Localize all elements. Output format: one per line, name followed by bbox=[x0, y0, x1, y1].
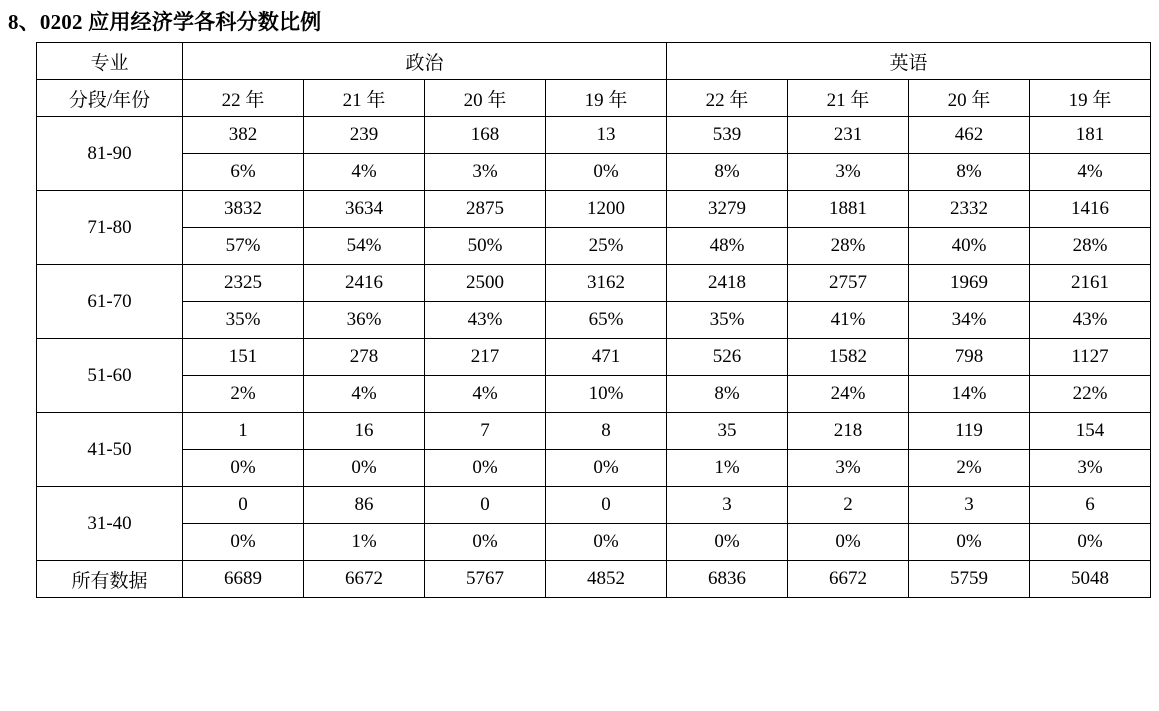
header-group-politics: 政治 bbox=[183, 43, 667, 80]
cell-percent: 65% bbox=[546, 302, 667, 339]
table-row bbox=[37, 154, 1151, 191]
cell-count: 3279 bbox=[667, 191, 788, 228]
score-distribution-table bbox=[36, 42, 1151, 598]
cell-percent: 54% bbox=[304, 228, 425, 265]
row-label-51-60: 51-60 bbox=[37, 339, 183, 413]
cell-percent: 8% bbox=[667, 376, 788, 413]
cell-percent: 0% bbox=[183, 524, 304, 561]
table-row bbox=[37, 265, 1151, 302]
cell-percent: 22% bbox=[1030, 376, 1151, 413]
header-year-english-21: 21 年 bbox=[788, 80, 909, 117]
cell-count: 13 bbox=[546, 117, 667, 154]
table-row bbox=[37, 376, 1151, 413]
row-label-31-40: 31-40 bbox=[37, 487, 183, 561]
table-row bbox=[37, 524, 1151, 561]
cell-total: 6672 bbox=[788, 561, 909, 598]
row-label-61-70: 61-70 bbox=[37, 265, 183, 339]
cell-count: 239 bbox=[304, 117, 425, 154]
cell-total: 5759 bbox=[909, 561, 1030, 598]
cell-percent: 40% bbox=[909, 228, 1030, 265]
cell-count: 0 bbox=[425, 487, 546, 524]
cell-count: 2875 bbox=[425, 191, 546, 228]
table-row bbox=[37, 339, 1151, 376]
cell-count: 2325 bbox=[183, 265, 304, 302]
cell-percent: 6% bbox=[183, 154, 304, 191]
cell-percent: 3% bbox=[788, 154, 909, 191]
cell-count: 278 bbox=[304, 339, 425, 376]
cell-percent: 0% bbox=[546, 524, 667, 561]
table-row bbox=[37, 487, 1151, 524]
cell-percent: 0% bbox=[909, 524, 1030, 561]
cell-count: 1582 bbox=[788, 339, 909, 376]
cell-count: 3 bbox=[667, 487, 788, 524]
cell-percent: 57% bbox=[183, 228, 304, 265]
cell-total: 5767 bbox=[425, 561, 546, 598]
cell-count: 2332 bbox=[909, 191, 1030, 228]
cell-percent: 3% bbox=[425, 154, 546, 191]
cell-count: 119 bbox=[909, 413, 1030, 450]
cell-percent: 25% bbox=[546, 228, 667, 265]
cell-percent: 48% bbox=[667, 228, 788, 265]
table-row bbox=[37, 413, 1151, 450]
row-label-41-50: 41-50 bbox=[37, 413, 183, 487]
table-row bbox=[37, 191, 1151, 228]
cell-percent: 50% bbox=[425, 228, 546, 265]
cell-percent: 28% bbox=[1030, 228, 1151, 265]
cell-count: 471 bbox=[546, 339, 667, 376]
header-year-politics-21: 21 年 bbox=[304, 80, 425, 117]
cell-count: 151 bbox=[183, 339, 304, 376]
cell-count: 3634 bbox=[304, 191, 425, 228]
table-subheader-row bbox=[37, 80, 1151, 117]
cell-percent: 0% bbox=[425, 524, 546, 561]
cell-percent: 35% bbox=[667, 302, 788, 339]
table-header-row bbox=[37, 43, 1151, 80]
document-page bbox=[0, 6, 1159, 711]
cell-count: 1969 bbox=[909, 265, 1030, 302]
cell-percent: 1% bbox=[667, 450, 788, 487]
cell-count: 2757 bbox=[788, 265, 909, 302]
row-label-total: 所有数据 bbox=[37, 561, 183, 598]
cell-count: 0 bbox=[546, 487, 667, 524]
cell-count: 1 bbox=[183, 413, 304, 450]
cell-total: 5048 bbox=[1030, 561, 1151, 598]
cell-count: 0 bbox=[183, 487, 304, 524]
header-group-english: 英语 bbox=[667, 43, 1151, 80]
cell-count: 6 bbox=[1030, 487, 1151, 524]
cell-count: 217 bbox=[425, 339, 546, 376]
cell-count: 2418 bbox=[667, 265, 788, 302]
table-row bbox=[37, 450, 1151, 487]
cell-percent: 3% bbox=[1030, 450, 1151, 487]
cell-count: 16 bbox=[304, 413, 425, 450]
cell-percent: 0% bbox=[183, 450, 304, 487]
cell-percent: 34% bbox=[909, 302, 1030, 339]
cell-count: 1416 bbox=[1030, 191, 1151, 228]
cell-percent: 14% bbox=[909, 376, 1030, 413]
header-segment-label: 分段/年份 bbox=[37, 80, 183, 117]
cell-count: 86 bbox=[304, 487, 425, 524]
cell-count: 231 bbox=[788, 117, 909, 154]
cell-percent: 2% bbox=[909, 450, 1030, 487]
cell-percent: 41% bbox=[788, 302, 909, 339]
cell-count: 168 bbox=[425, 117, 546, 154]
cell-percent: 35% bbox=[183, 302, 304, 339]
page-title: 8、0202 应用经济学各科分数比例 bbox=[8, 10, 322, 34]
cell-count: 35 bbox=[667, 413, 788, 450]
cell-total: 6672 bbox=[304, 561, 425, 598]
row-label-81-90: 81-90 bbox=[37, 117, 183, 191]
cell-count: 2 bbox=[788, 487, 909, 524]
table-row bbox=[37, 228, 1151, 265]
header-year-politics-19: 19 年 bbox=[546, 80, 667, 117]
cell-percent: 0% bbox=[667, 524, 788, 561]
cell-count: 7 bbox=[425, 413, 546, 450]
cell-count: 218 bbox=[788, 413, 909, 450]
cell-count: 526 bbox=[667, 339, 788, 376]
table-row bbox=[37, 302, 1151, 339]
cell-count: 154 bbox=[1030, 413, 1151, 450]
cell-count: 1881 bbox=[788, 191, 909, 228]
cell-count: 2416 bbox=[304, 265, 425, 302]
cell-count: 2500 bbox=[425, 265, 546, 302]
cell-count: 3162 bbox=[546, 265, 667, 302]
header-year-english-19: 19 年 bbox=[1030, 80, 1151, 117]
cell-percent: 4% bbox=[304, 154, 425, 191]
header-year-english-20: 20 年 bbox=[909, 80, 1030, 117]
cell-count: 2161 bbox=[1030, 265, 1151, 302]
header-year-politics-22: 22 年 bbox=[183, 80, 304, 117]
cell-count: 181 bbox=[1030, 117, 1151, 154]
cell-percent: 28% bbox=[788, 228, 909, 265]
cell-count: 1200 bbox=[546, 191, 667, 228]
cell-percent: 0% bbox=[425, 450, 546, 487]
cell-percent: 0% bbox=[546, 450, 667, 487]
cell-percent: 43% bbox=[1030, 302, 1151, 339]
cell-percent: 8% bbox=[909, 154, 1030, 191]
header-year-english-22: 22 年 bbox=[667, 80, 788, 117]
cell-count: 3832 bbox=[183, 191, 304, 228]
cell-total: 4852 bbox=[546, 561, 667, 598]
cell-percent: 10% bbox=[546, 376, 667, 413]
row-label-71-80: 71-80 bbox=[37, 191, 183, 265]
table-total-row bbox=[37, 561, 1151, 598]
cell-percent: 3% bbox=[788, 450, 909, 487]
header-year-politics-20: 20 年 bbox=[425, 80, 546, 117]
cell-percent: 0% bbox=[788, 524, 909, 561]
cell-count: 462 bbox=[909, 117, 1030, 154]
cell-percent: 8% bbox=[667, 154, 788, 191]
cell-count: 3 bbox=[909, 487, 1030, 524]
cell-percent: 36% bbox=[304, 302, 425, 339]
cell-total: 6689 bbox=[183, 561, 304, 598]
cell-percent: 43% bbox=[425, 302, 546, 339]
table-row bbox=[37, 117, 1151, 154]
cell-percent: 2% bbox=[183, 376, 304, 413]
header-major-label: 专业 bbox=[37, 43, 183, 80]
cell-percent: 4% bbox=[1030, 154, 1151, 191]
cell-percent: 1% bbox=[304, 524, 425, 561]
cell-percent: 0% bbox=[1030, 524, 1151, 561]
cell-total: 6836 bbox=[667, 561, 788, 598]
cell-count: 1127 bbox=[1030, 339, 1151, 376]
cell-percent: 0% bbox=[546, 154, 667, 191]
cell-percent: 24% bbox=[788, 376, 909, 413]
cell-percent: 0% bbox=[304, 450, 425, 487]
cell-count: 8 bbox=[546, 413, 667, 450]
cell-count: 798 bbox=[909, 339, 1030, 376]
cell-count: 539 bbox=[667, 117, 788, 154]
cell-percent: 4% bbox=[304, 376, 425, 413]
cell-percent: 4% bbox=[425, 376, 546, 413]
cell-count: 382 bbox=[183, 117, 304, 154]
